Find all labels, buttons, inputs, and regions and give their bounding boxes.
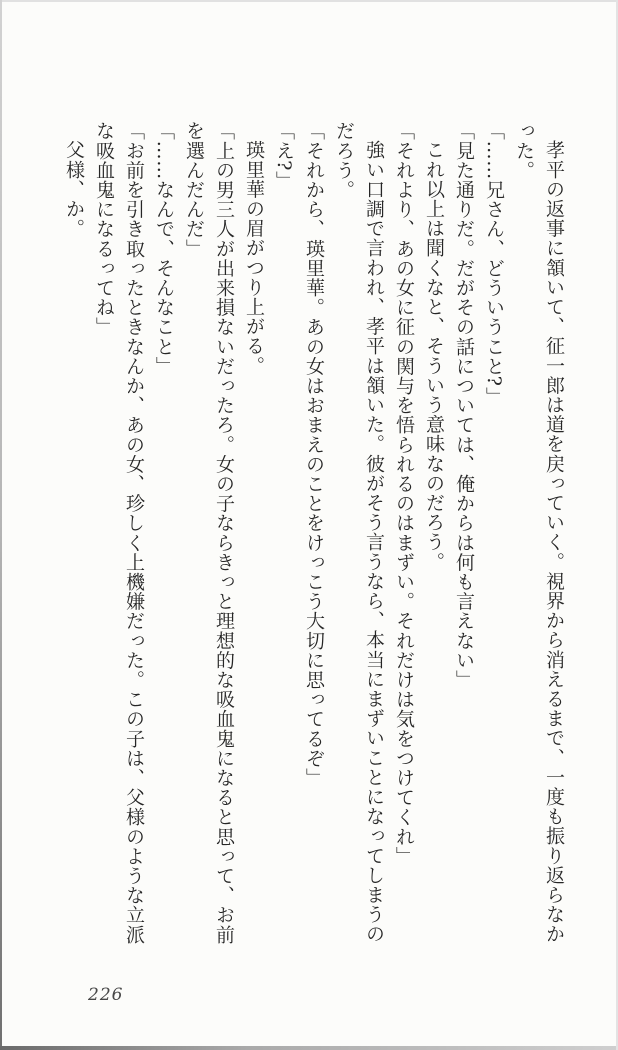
paragraph: 「それから、瑛里華。あの女はおまえのことをけっこう大切に思ってるぞ」: [303, 121, 325, 788]
paragraph: 父様、か。: [63, 140, 85, 238]
paragraph: 「お前を引き取ったときなんか、あの女、珍しく上機嫌だった。この子は、父様のような立派な吸血鬼になるってね」: [93, 121, 145, 945]
paragraph: これ以上は聞くなと、そういう意味なのだろう。: [423, 140, 445, 572]
page-number: 226: [88, 985, 124, 1005]
paragraph: 「え?」: [273, 121, 295, 191]
paragraph: 「……兄さん、どういうこと?」: [483, 121, 505, 407]
paragraph: 孝平の返事に頷いて、征一郎は道を戻っていく。視界から消えるまで、一度も振り返らなかった。: [513, 121, 565, 944]
paragraph: 「見た通りだ。だがその話については、俺からは何も言えない」: [453, 121, 475, 690]
paragraph: 強い口調で言われ、孝平は頷いた。彼がそう言うなら、本当にまずいことになってしまうのだろう。: [333, 121, 385, 944]
paragraph: 「……なんで、そんなこと」: [153, 121, 175, 376]
scan-edge-bottom: [0, 1046, 618, 1050]
paragraph: 「上の男三人が出来損ないだったろ。女の子ならきっと理想的な吸血鬼になると思って、お前を選んだんだ」: [183, 121, 235, 945]
paragraph: 瑛里華の眉がつり上がる。: [243, 140, 265, 376]
scan-edge-left: [0, 0, 2, 1050]
paragraph: 「それより、あの女に征の関与を悟られるのはまずい。それだけは気をつけてくれ」: [393, 121, 415, 866]
scan-edge-top: [0, 0, 618, 2]
page-text: [57, 121, 569, 947]
